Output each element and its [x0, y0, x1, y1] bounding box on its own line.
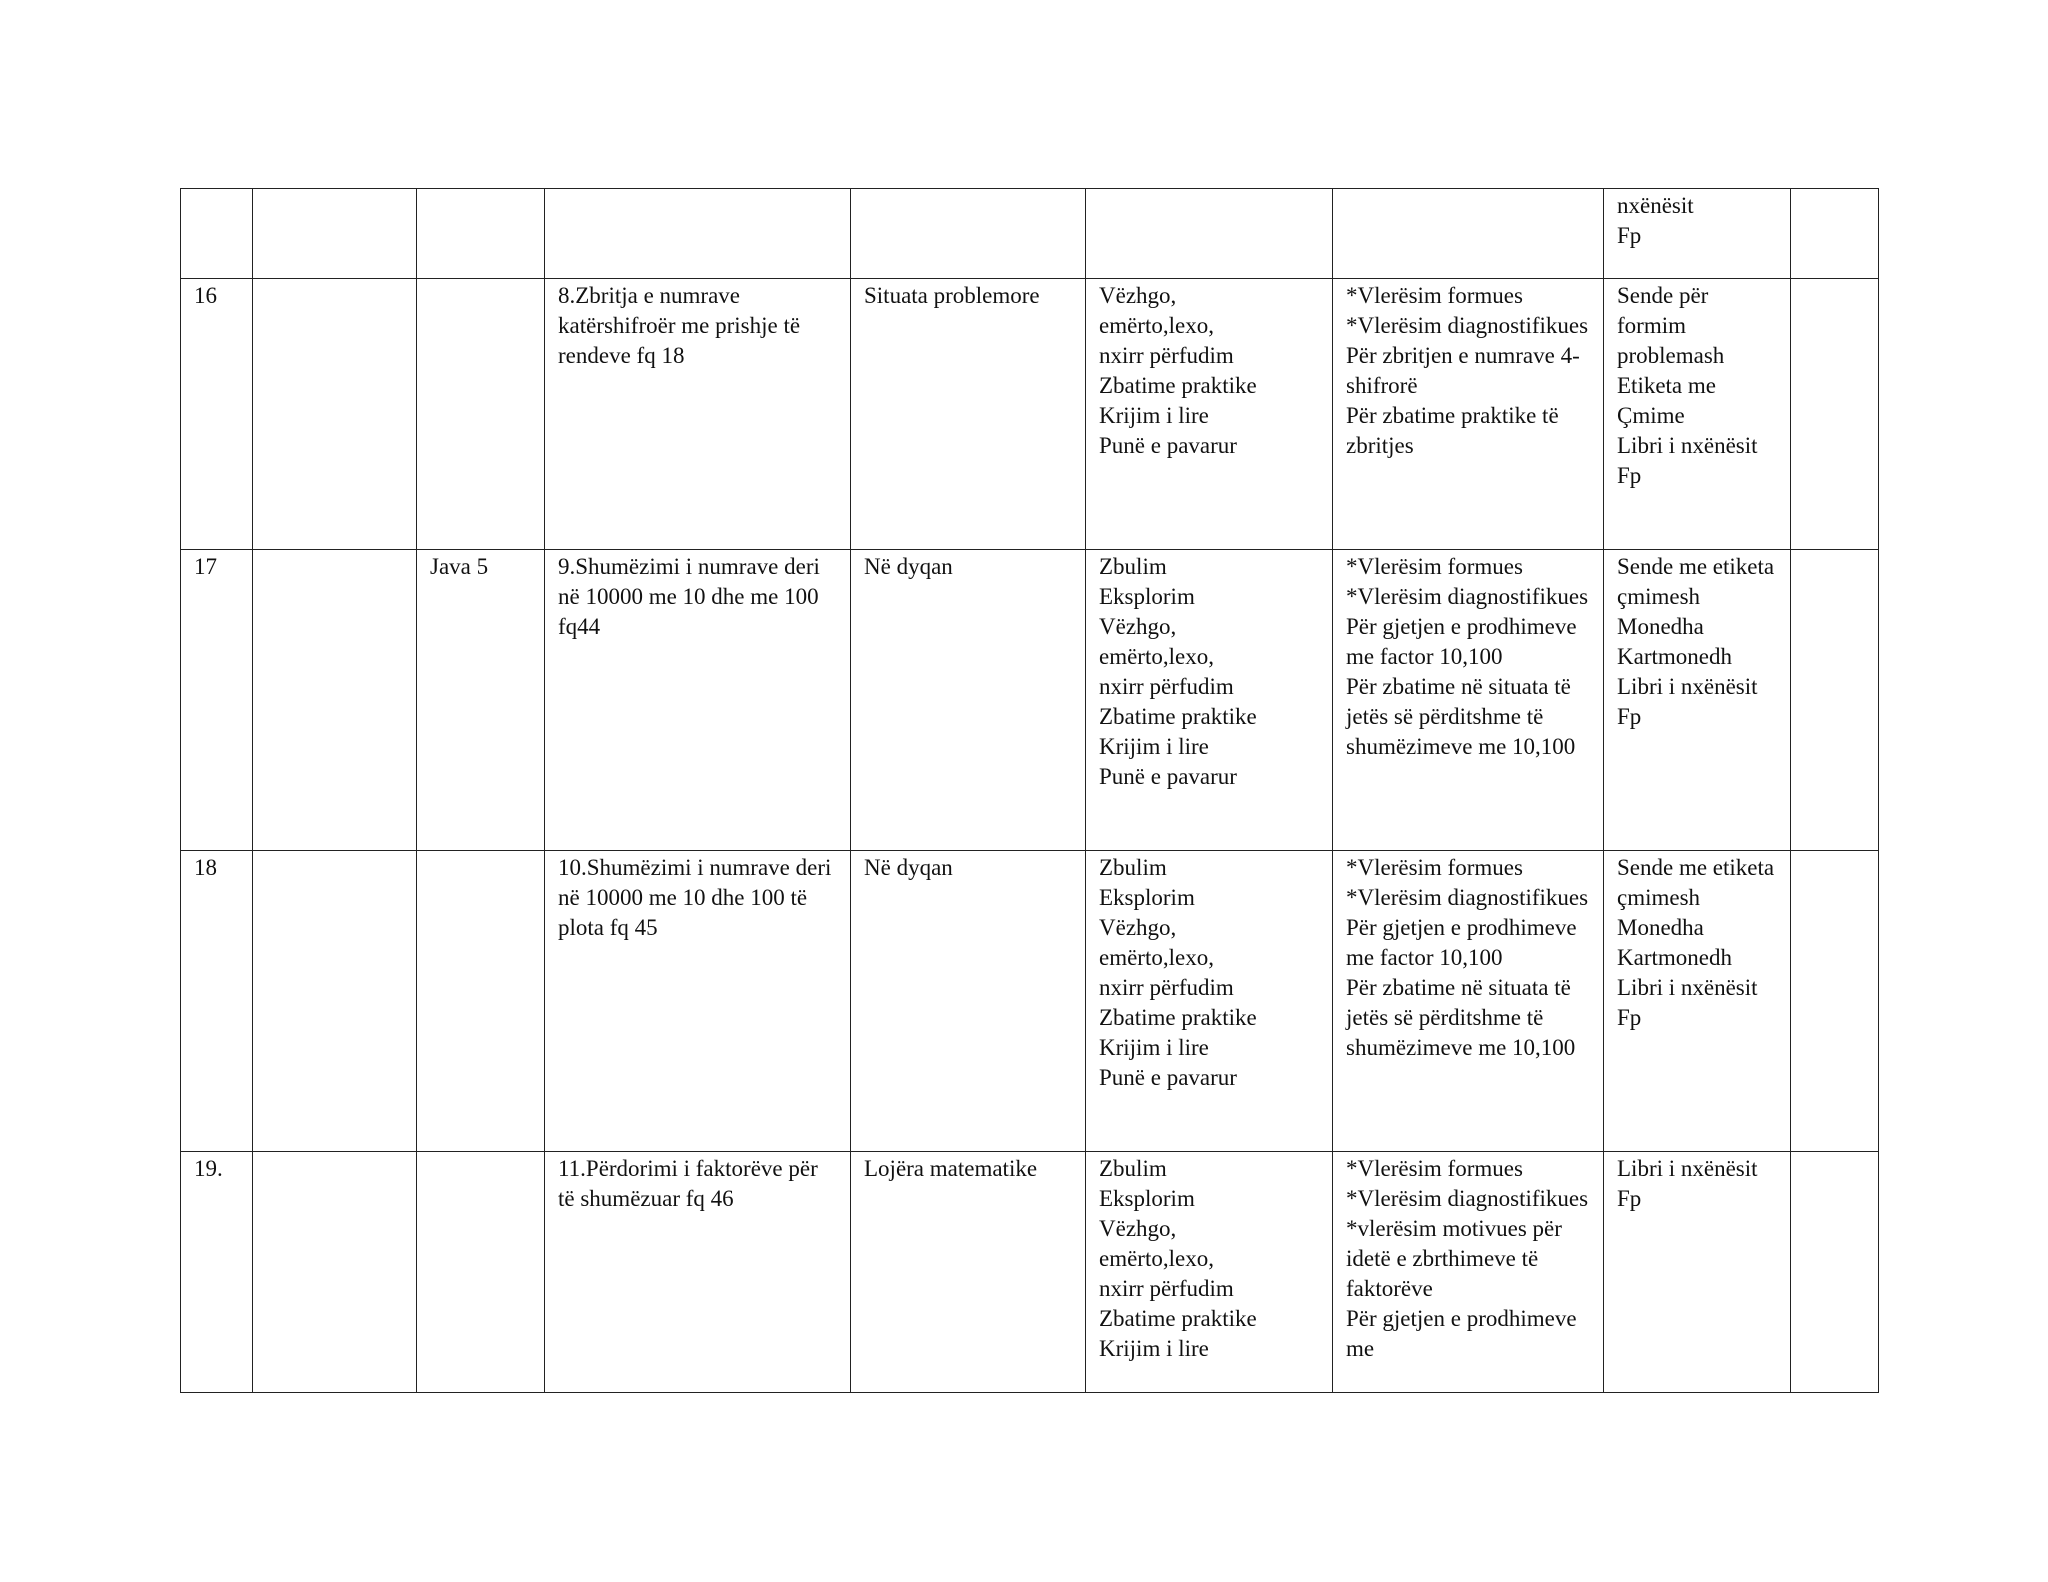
- cell-notes: [1791, 1152, 1879, 1393]
- cell-assessment: [1333, 189, 1604, 279]
- cell-assessment: *Vlerësim formues *Vlerësim diagnostifikues Për zbritjen e numrave 4-shifrorë Për zbatime praktike të zbritjes: [1333, 279, 1604, 550]
- table-row: [181, 851, 1879, 1152]
- cell-methods: [1086, 189, 1333, 279]
- cell-situation: [851, 189, 1086, 279]
- cell-resources: Sende me etiketa çmimesh Monedha Kartmonedh Libri i nxënësit Fp: [1604, 550, 1791, 851]
- cell-assessment: *Vlerësim formues *Vlerësim diagnostifikues Për gjetjen e prodhimeve me factor 10,100 Për zbatime në situata të jetës së përditshme të shumëzimeve me 10,100: [1333, 550, 1604, 851]
- cell-number: 18: [181, 851, 253, 1152]
- cell-situation: Në dyqan: [851, 851, 1086, 1152]
- cell-notes: [1791, 279, 1879, 550]
- cell-number: 19.: [181, 1152, 253, 1393]
- cell-notes: [1791, 851, 1879, 1152]
- cell-empty: [253, 189, 417, 279]
- cell-notes: [1791, 550, 1879, 851]
- cell-topic: 10.Shumëzimi i numrave deri në 10000 me 10 dhe 100 të plota fq 45: [545, 851, 851, 1152]
- cell-topic: [545, 189, 851, 279]
- cell-empty: [253, 851, 417, 1152]
- cell-empty: [253, 550, 417, 851]
- cell-resources: Sende për formim problemash Etiketa me Çmime Libri i nxënësit Fp: [1604, 279, 1791, 550]
- cell-resources: nxënësit Fp: [1604, 189, 1791, 279]
- cell-number: 16: [181, 279, 253, 550]
- cell-empty: [253, 1152, 417, 1393]
- cell-topic: 9.Shumëzimi i numrave deri në 10000 me 10 dhe me 100 fq44: [545, 550, 851, 851]
- cell-resources: Sende me etiketa çmimesh Monedha Kartmonedh Libri i nxënësit Fp: [1604, 851, 1791, 1152]
- table-row: [181, 1152, 1879, 1393]
- cell-number: 17: [181, 550, 253, 851]
- table-row: [181, 550, 1879, 851]
- cell-week: [417, 851, 545, 1152]
- cell-notes: [1791, 189, 1879, 279]
- cell-number: [181, 189, 253, 279]
- cell-week: Java 5: [417, 550, 545, 851]
- table-row: [181, 279, 1879, 550]
- cell-week: [417, 1152, 545, 1393]
- cell-assessment: *Vlerësim formues *Vlerësim diagnostifikues Për gjetjen e prodhimeve me factor 10,100 Për zbatime në situata të jetës së përditshme të shumëzimeve me 10,100: [1333, 851, 1604, 1152]
- cell-methods: Vëzhgo, emërto,lexo, nxirr përfudim Zbatime praktike Krijim i lire Punë e pavarur: [1086, 279, 1333, 550]
- cell-week: [417, 279, 545, 550]
- cell-methods: Zbulim Eksplorim Vëzhgo, emërto,lexo, nxirr përfudim Zbatime praktike Krijim i lire: [1086, 1152, 1333, 1393]
- cell-topic: 11.Përdorimi i faktorëve për të shumëzuar fq 46: [545, 1152, 851, 1393]
- cell-situation: Në dyqan: [851, 550, 1086, 851]
- cell-methods: Zbulim Eksplorim Vëzhgo, emërto,lexo, nxirr përfudim Zbatime praktike Krijim i lire Punë e pavarur: [1086, 550, 1333, 851]
- cell-situation: Lojëra matematike: [851, 1152, 1086, 1393]
- cell-methods: Zbulim Eksplorim Vëzhgo, emërto,lexo, nxirr përfudim Zbatime praktike Krijim i lire Punë e pavarur: [1086, 851, 1333, 1152]
- cell-week: [417, 189, 545, 279]
- cell-situation: Situata problemore: [851, 279, 1086, 550]
- lesson-plan-table: [180, 188, 1879, 1393]
- cell-topic: 8.Zbritja e numrave katërshifroër me prishje të rendeve fq 18: [545, 279, 851, 550]
- table-row: [181, 189, 1879, 279]
- cell-resources: Libri i nxënësit Fp: [1604, 1152, 1791, 1393]
- cell-assessment: *Vlerësim formues *Vlerësim diagnostifikues *vlerësim motivues për idetë e zbrthimeve të faktorëve Për gjetjen e prodhimeve me: [1333, 1152, 1604, 1393]
- cell-empty: [253, 279, 417, 550]
